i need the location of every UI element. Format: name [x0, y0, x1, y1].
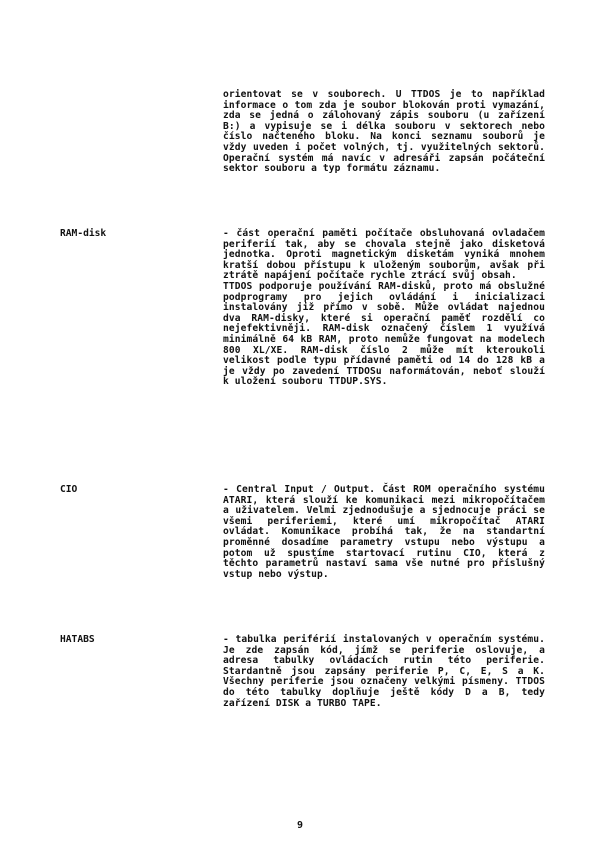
- definition-paragraph: - Central Input / Output. Část ROM operačního systému ATARI, která slouží ke komunikaci mezi mikropočítačem a uživatelem. Velmi zjednodušuje a sjednocuje práci se všemi periferiemi, které umí mikropočítač ATARI ovládat. Komunikace probíhá tak, že na standartní proměnné dosadíme parametry vstupu nebo výstupu a potom už spustíme startovací rutinu CIO, která z těchto parametrů nastaví sama vše nutné pro příslušný vstup nebo výstup.: [223, 484, 545, 580]
- definition-paragraph: - část operační paměti počítače obsluhovaná ovladačem periferií tak, aby se chovala stejně jako disketová jednotka. Oproti magnetickým disketám vyniká mnohem kratší dobou přístupu k uloženým souborům, avšak při ztrátě napájení počítače rychle ztrácí svůj obsah.: [223, 228, 545, 282]
- intro-text: orientovat se v souborech. U TTDOS je to například informace o tom zda je soubor blokován proti vymazání, zda se jedná o zálohovaný zápis souboru (u zařízení B:) a vypisuje se i délka souboru v sektorech nebo číslo načteného bloku. Na konci seznamu souborů je vždy uveden i počet volných, tj. využitelných sektorů. Operační systém má navíc v adresáři zapsán počáteční sektor souboru a typ formátu záznamu.: [223, 89, 545, 175]
- term-cio: CIO: [60, 484, 78, 495]
- definition-ram-disk: [223, 229, 545, 388]
- definition-cio: [223, 485, 545, 580]
- term-ram-disk: RAM-disk: [60, 228, 107, 239]
- definition-paragraph: TTDOS podporuje používání RAM-disků, proto má obslužné podprogramy pro jejich ovládání i inicializaci instalovány již přímo v sobě. Může ovládat najednou dva RAM-disky, které si operační paměť rozdělí co nejefektivněji. RAM-disk označený číslem 1 využívá minimálně 64 kB RAM, proto nemůže fungovat na modelech 800 XL/XE. RAM-disk číslo 2 může mít kteroukoli velikost podle typu přídavné paměti od 14 do 128 kB a je vždy po zavedení TTDOSu naformátován, neboť slouží k uložení souboru TTDUP.SYS.: [223, 280, 545, 388]
- term-hatabs: HATABS: [60, 634, 95, 645]
- page-number: 9: [296, 820, 304, 831]
- definition-paragraph: - tabulka periférií instalovaných v operačním systému. Je zde zapsán kód, jímž se periferie oslovuje, a adresa tabulky ovládacích rutin této periferie. Stardantně jsou zapsány periferie P, C, E, S a K. Všechny periferie jsou označeny velkými písmeny. TTDOS do této tabulky doplňuje ještě kódy D a B, tedy zařízení DISK a TURBO TAPE.: [223, 634, 545, 709]
- intro-paragraph: [223, 90, 545, 175]
- definition-hatabs: [223, 635, 545, 709]
